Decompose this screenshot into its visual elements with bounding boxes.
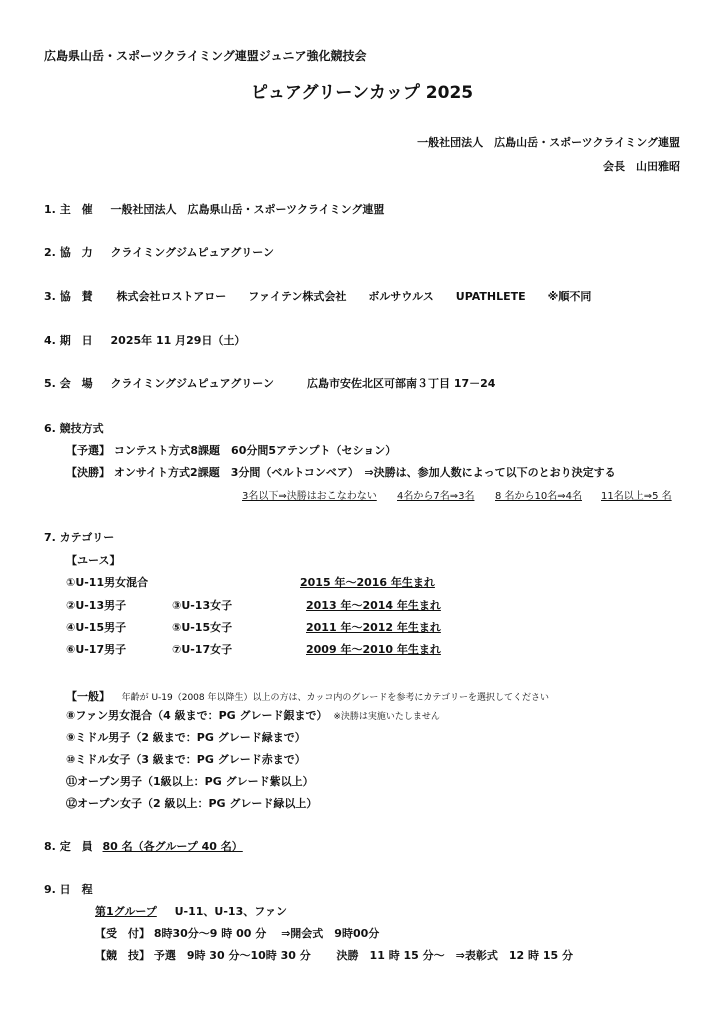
section-number: 5. — [44, 377, 56, 390]
schedule-group-label: 第1グループ — [95, 905, 157, 918]
section-text: クライミングジムピュアグリーン — [110, 246, 274, 259]
general-category-label: ⑧ファン男女混合（4 級まで：PG グレード銀まで） — [66, 709, 328, 722]
general-category-9: ⑨ミドル男子（2 級まで：PG グレード緑まで） — [66, 731, 306, 744]
youth-heading: 【ユース】 — [66, 554, 121, 567]
youth-category-1: ①U-11男女混合 — [66, 576, 149, 589]
schedule-group-members: U-11、U-13、ファン — [174, 905, 288, 918]
section-label: 協 賛 — [59, 290, 93, 303]
section-text: 一般社団法人 広島県山岳・スポーツクライミング連盟 — [110, 203, 385, 216]
section-label: 協 力 — [59, 246, 93, 259]
youth-years-1: 2015 年～2016 年生まれ — [300, 576, 435, 589]
section-label: 主 催 — [59, 203, 93, 216]
issuer-organization: 一般社団法人 広島山岳・スポーツクライミング連盟 — [417, 136, 680, 149]
final-rule-1: 3名以下⇒決勝はおこなわない — [242, 491, 377, 502]
youth-years-2: 2013 年～2014 年生まれ — [306, 599, 441, 612]
section-number: 3. — [44, 290, 56, 303]
general-category-10: ⑩ミドル女子（3 級まで：PG グレード赤まで） — [66, 753, 306, 766]
section-text: 株式会社ロストアロー ファイテン株式会社 ボルサウルス UPATHLETE ※順不同 — [116, 290, 592, 303]
youth-category-4a: ⑥U-17男子 — [66, 643, 127, 656]
section-number: 8. — [44, 840, 56, 853]
youth-category-2b: ③U-13女子 — [172, 599, 233, 612]
issuer-person: 会長 山田雅昭 — [603, 160, 680, 173]
schedule-reception: 【受 付】 8時30分～9 時 00 分 ⇒開会式 9時00分 — [95, 927, 380, 940]
section-number: 4. — [44, 334, 56, 347]
general-category-12: ⑫オープン女子（2 級以上：PG グレード緑以上） — [66, 797, 318, 810]
section-cooperation — [44, 244, 274, 260]
final-rule-4: 11名以上⇒5 名 — [601, 491, 672, 502]
organizer-heading: 広島県山岳・スポーツクライミング連盟ジュニア強化競技会 — [44, 49, 367, 63]
youth-category-4b: ⑦U-17女子 — [172, 643, 233, 656]
page-title: ピュアグリーンカップ 2025 — [250, 83, 474, 103]
youth-category-3a: ④U-15男子 — [66, 621, 127, 634]
schedule-group-row — [95, 903, 287, 919]
section-host — [44, 201, 384, 217]
youth-category-3b: ⑤U-15女子 — [172, 621, 233, 634]
section-label: 期 日 — [59, 334, 93, 347]
youth-years-4: 2009 年～2010 年生まれ — [306, 643, 441, 656]
section-number: 1. — [44, 203, 56, 216]
section-label: 定 員 — [59, 840, 93, 853]
general-category-11: ⑪オープン男子（1級以上：PG グレード紫以上） — [66, 775, 314, 788]
schedule-competition: 【競 技】 予選 9時 30 分～10時 30 分 決勝 11 時 15 分～ ⇒表彰式 12 時 15 分 — [95, 949, 573, 962]
general-heading: 【一般】 — [66, 690, 110, 703]
section-venue — [44, 375, 495, 391]
section-label: 会 場 — [59, 377, 93, 390]
format-final: 【決勝】 オンサイト方式2課題 3分間（ベルトコンベア） ⇒決勝は、参加人数によって以下のとおり決定する — [66, 466, 616, 479]
section-capacity — [44, 838, 243, 854]
section-sponsors — [44, 288, 591, 304]
general-note: 年齢が U-19（2008 年以降生）以上の方は、カッコ内のグレードを参考にカテゴリーを選択してください — [121, 693, 550, 703]
section-text: 2025年 11 月29日（土） — [110, 334, 246, 347]
youth-years-3: 2011 年～2012 年生まれ — [306, 621, 441, 634]
format-prelim: 【予選】 コンテスト方式8課題 60分間5アテンプト（セション） — [66, 444, 397, 457]
youth-category-2a: ②U-13男子 — [66, 599, 127, 612]
general-category-8 — [66, 707, 440, 723]
general-heading-row — [66, 685, 549, 704]
general-category-note: ※決勝は実施いたしません — [333, 712, 440, 722]
final-rule-2: 4名から7名⇒3名 — [397, 491, 475, 502]
section-number: 2. — [44, 246, 56, 259]
final-rule-3: 8 名から10名⇒4名 — [495, 491, 583, 502]
section-schedule-heading: 9. 日 程 — [44, 883, 93, 896]
section-date — [44, 332, 245, 348]
section-format-heading: 6. 競技方式 — [44, 422, 104, 435]
section-text: クライミングジムピュアグリーン 広島市安佐北区可部南３丁目 17－24 — [110, 377, 496, 390]
section-text: 80 名（各グループ 40 名） — [102, 840, 243, 853]
section-category-heading: 7. カテゴリー — [44, 531, 115, 544]
